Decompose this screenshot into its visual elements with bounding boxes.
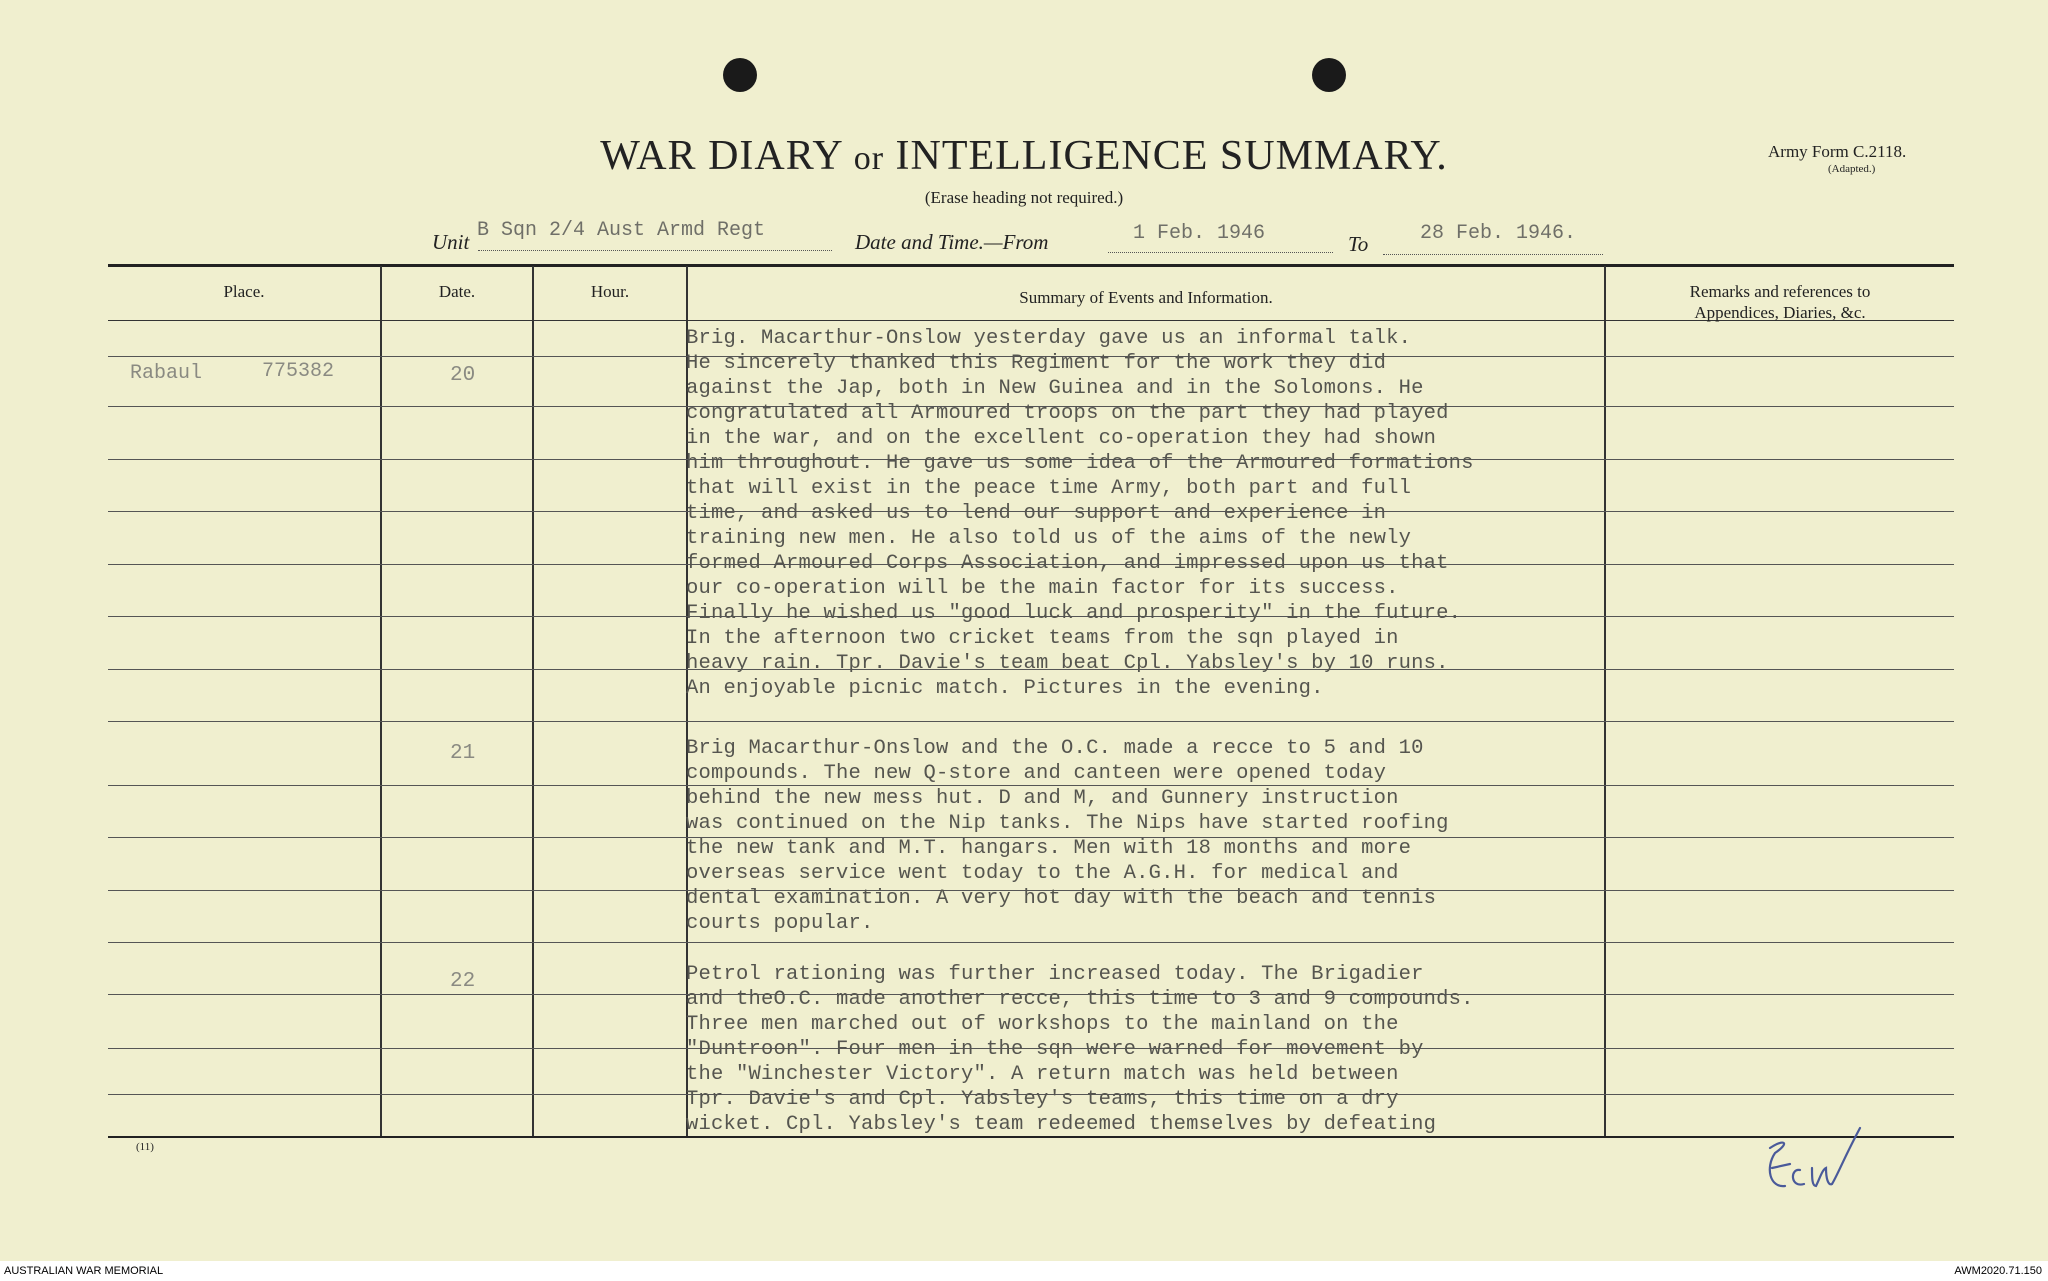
form-adapted: (Adapted.) (1828, 163, 1876, 175)
col-divider-place (380, 266, 382, 1136)
punch-hole-right (1312, 58, 1346, 92)
to-value: 28 Feb. 1946. (1420, 222, 1577, 245)
col-head-date: Date. (438, 282, 476, 301)
title-part2: INTELLIGENCE SUMMARY. (895, 133, 1448, 179)
archive-footer (0, 1261, 2048, 1281)
unit-dotted-line (478, 250, 832, 251)
col-head-place: Place. (223, 282, 265, 301)
to-dotted-line (1383, 254, 1603, 255)
page-number: (11) (136, 1141, 154, 1153)
entry-1-place: Rabaul (130, 362, 203, 385)
col-head-hour: Hour. (590, 282, 630, 301)
entry-2-date: 21 (450, 742, 476, 765)
from-dotted-line (1108, 252, 1333, 253)
entry-3-summary: Petrol rationing was further increased today. The Brigadier and theO.C. made another recce, this time to 3 and 9 compounds. Three men marched out of workshops to the mainland on the "Duntroon". Four men in the sqn were warned for movement by the "Winchester Victory". A return match was held between Tpr. Davie's and Cpl. Yabsley's teams, this time on a dry wicket. Cpl. Yabsley's team redeemed themselves by defeating (686, 963, 1474, 1136)
entry-1-date: 20 (450, 364, 476, 387)
footer-left: AUSTRALIAN WAR MEMORIAL (4, 1265, 164, 1277)
ruled-line (108, 942, 1954, 943)
col-head-summary: Summary of Events and Information. (1019, 288, 1273, 307)
unit-label: Unit (432, 230, 470, 254)
title-or: or (853, 140, 885, 177)
col-head-remarks (1606, 281, 1954, 323)
table-top-rule (108, 264, 1954, 267)
col-divider-date (532, 266, 534, 1136)
from-value: 1 Feb. 1946 (1133, 222, 1266, 245)
date-label: Date and Time.—From (855, 230, 1049, 254)
remarks-line1: Remarks and references to (1689, 282, 1871, 301)
entry-2-summary: Brig Macarthur-Onslow and the O.C. made a recce to 5 and 10 compounds. The new Q-store and canteen were opened today behind the new mess hut. D and M, and Gunnery instruction was continued on the Nip tanks. The Nips have started roofing the new tank and M.T. hangars. Men with 18 months and more overseas service went today to the A.G.H. for medical and dental examination. A very hot day with the beach and tennis courts popular. (686, 737, 1449, 935)
col-divider-summary (1604, 266, 1606, 1136)
entry-3-date: 22 (450, 970, 476, 993)
page-title (0, 132, 2048, 180)
form-number: Army Form C.2118. (1768, 142, 1907, 161)
to-label: To (1348, 232, 1369, 256)
handwritten-signature (1760, 1108, 1880, 1198)
ruled-line (108, 721, 1954, 722)
subtitle: (Erase heading not required.) (924, 188, 1124, 207)
remarks-line2: Appendices, Diaries, &c. (1694, 303, 1866, 322)
unit-value: B Sqn 2/4 Aust Armd Regt (477, 219, 766, 242)
title-part1: WAR DIARY (600, 133, 843, 179)
footer-right: AWM2020.71.150 (1954, 1265, 2042, 1277)
entry-1-grid-ref: 775382 (262, 360, 335, 383)
entry-1-summary: Brig. Macarthur-Onslow yesterday gave us an informal talk. He sincerely thanked this Regiment for the work they did against the Jap, both in New Guinea and in the Solomons. He congratulated all Armoured troops on the part they had played in the war, and on the excellent co-operation they had shown him throughout. He gave us some idea of the Armoured formations that will exist in the peace time Army, both part and full time, and asked us to lend our support and experience in training new men. He also told us of the aims of the newly formed Armoured Corps Association, and impressed upon us that our co-operation will be the main factor for its success. Finally he wished us "good luck and prosperity" in the future. In the afternoon two cricket teams from the sqn played in heavy rain. Tpr. Davie's team beat Cpl. Yabsley's by 10 runs. An enjoyable picnic match. Pictures in the evening. (686, 327, 1474, 700)
punch-hole-left (723, 58, 757, 92)
